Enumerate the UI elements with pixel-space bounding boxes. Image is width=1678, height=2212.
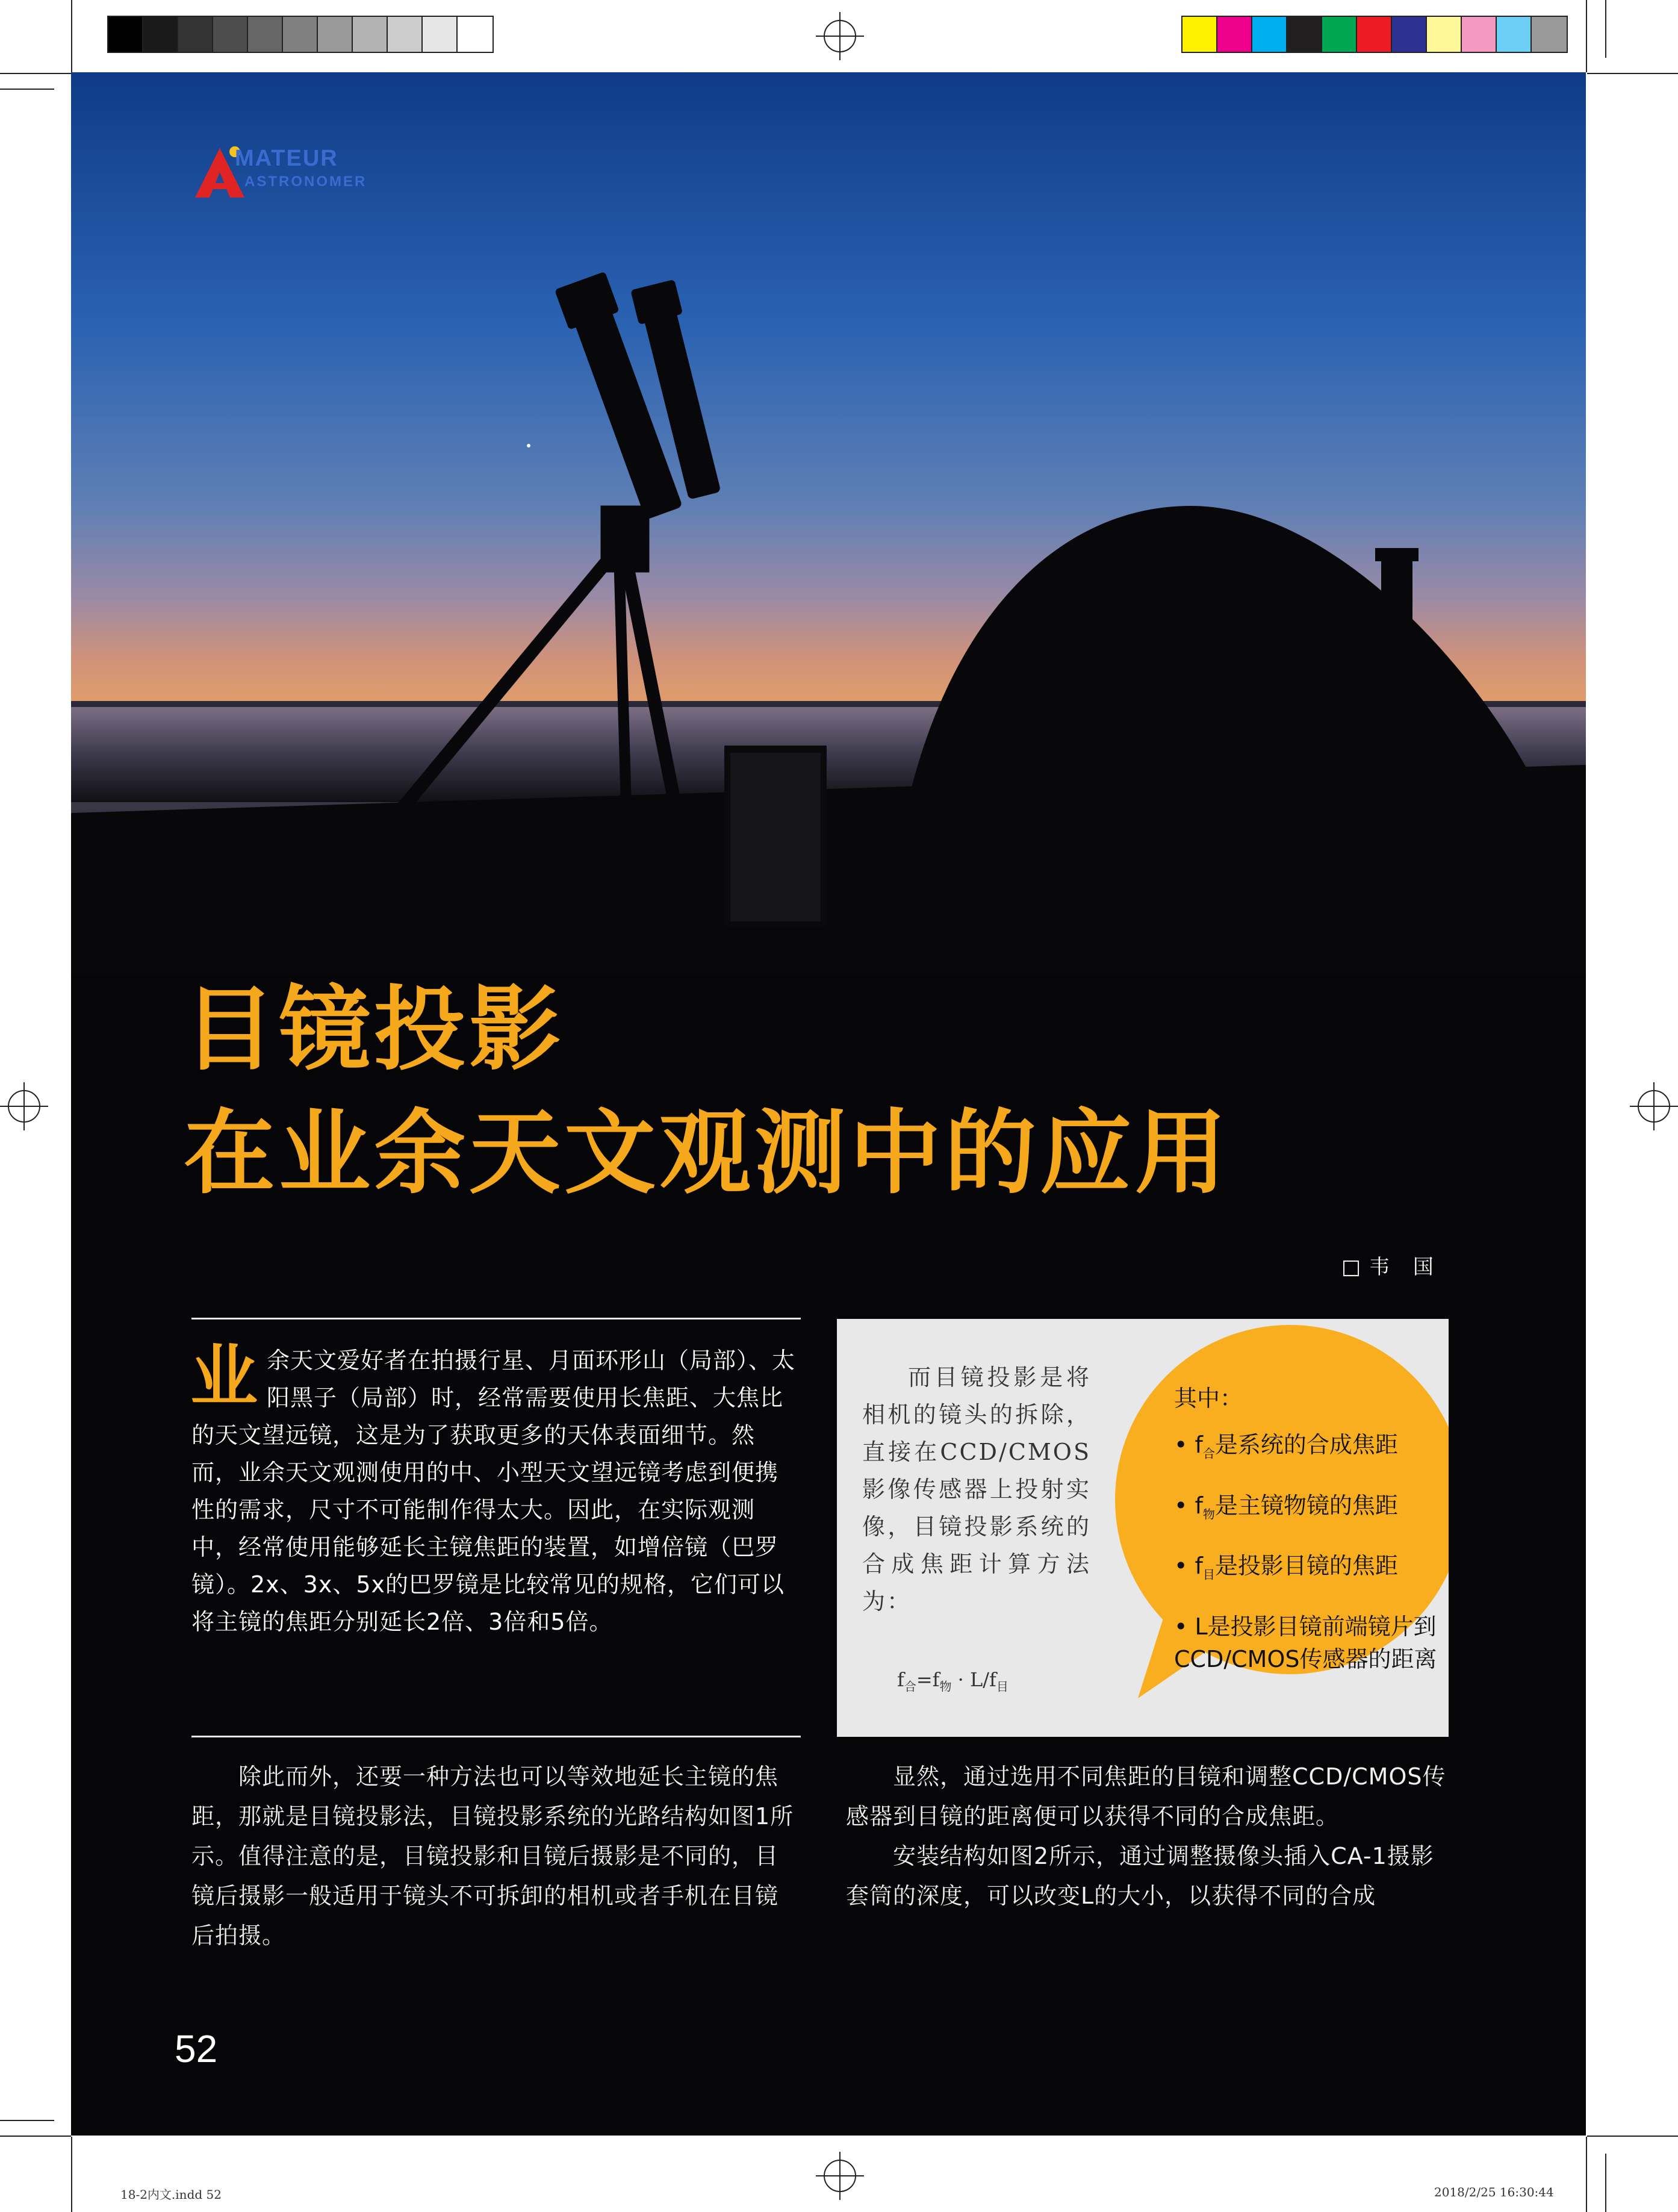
crop-mark [71, 0, 72, 72]
registration-mark [816, 2152, 864, 2200]
crop-mark [1586, 0, 1587, 72]
crop-mark [71, 2137, 72, 2212]
article-title: 目镜投影 [184, 976, 564, 1083]
crop-mark [1586, 2137, 1587, 2212]
crop-mark [0, 89, 54, 90]
body-column-right [846, 1757, 1448, 1916]
lead-paragraph [190, 1338, 800, 1640]
crop-mark [0, 2136, 71, 2137]
formula-sidebar [837, 1319, 1449, 1737]
color-swatch [108, 17, 143, 52]
color-swatch [1252, 17, 1287, 52]
color-swatch [1182, 17, 1217, 52]
crop-mark [1605, 0, 1606, 58]
color-swatch [248, 17, 283, 52]
color-swatch [1287, 17, 1322, 52]
crop-mark [1605, 2154, 1606, 2212]
color-swatch [143, 17, 178, 52]
legend-item: • $f_物$是主镜物镜的焦距 [1174, 1492, 1398, 1522]
color-swatch [1357, 17, 1392, 52]
color-swatch [1462, 17, 1497, 52]
body-paragraph: 安装结构如图2所示，通过调整摄像头插入CA-1摄影套筒的深度，可以改变L的大小，以获得不同的合成 [846, 1843, 1434, 1909]
color-swatch [423, 17, 458, 52]
crop-mark [0, 73, 71, 74]
date-slug: 2018/2/25 16:30:44 [1434, 2185, 1554, 2199]
color-bar [1181, 16, 1568, 53]
legend-item: • $f_合$是系统的合成焦距 [1174, 1432, 1398, 1461]
bubble-heading: 其中： [1174, 1385, 1243, 1412]
legend-item: • L是投影目镜前端镜片到CCD/CMOS传感器的距离 [1174, 1613, 1437, 1672]
color-swatch [388, 17, 423, 52]
logo-subwordmark: ASTRONOMER [244, 173, 367, 190]
article-subtitle: 在业余天文观测中的应用 [184, 1100, 1230, 1206]
divider [191, 1318, 801, 1319]
color-swatch [458, 17, 493, 52]
bubble-legend [1174, 1380, 1445, 1675]
sidebar-text: 而目镜投影是将相机的镜头的拆除，直接在CCD/CMOS影像传感器上投射实像，目镜投影系统的合成焦距计算方法为： [862, 1364, 1091, 1615]
author-byline: □韦 国 [1341, 1255, 1442, 1279]
amateur-astronomer-logo [193, 142, 391, 208]
crop-mark [1587, 73, 1678, 74]
color-swatch [213, 17, 248, 52]
page-number: 52 [175, 2027, 218, 2070]
color-swatch [1392, 17, 1427, 52]
legend-item: • $f_目$是投影目镜的焦距 [1174, 1553, 1398, 1582]
color-swatch [318, 17, 353, 52]
body-paragraph: 除此而外，还要一种方法也可以等效地延长主镜的焦距，那就是目镜投影法，目镜投影系统的光路结构如图1所示。值得注意的是，目镜投影和目镜后摄影是不同的，目镜后摄影一般适用于镜头不可拆卸的相机或者手机在目镜后拍摄。 [191, 1763, 794, 1949]
body-paragraph: 显然，通过选用不同焦距的目镜和调整CCD/CMOS传感器到目镜的距离便可以获得不同的合成焦距。 [846, 1763, 1446, 1830]
color-swatch [1532, 17, 1567, 52]
registration-mark [0, 1082, 48, 1130]
color-swatch [1497, 17, 1532, 52]
lead-text: 余天文爱好者在拍摄行星、月面环形山（局部）、太阳黑子（局部）时，经常需要使用长焦距、大焦比的天文望远镜，这是为了获取更多的天体表面细节。然而，业余天文观测使用的中、小型天文望远镜考虑到便携性的需求，尺寸不可能制作得太大。因此，在实际观测中，经常使用能够延长主镜焦距的装置，如增倍镜（巴罗镜）。2x、3x、5x的巴罗镜是比较常见的规格，它们可以将主镜的焦距分别延长2倍、3倍和5倍。 [191, 1347, 796, 1635]
crop-mark [1587, 2136, 1678, 2137]
color-swatch [353, 17, 388, 52]
focal-length-formula: $f_合=f_物 \cdot L/f_目$ [897, 1668, 1008, 1694]
crop-mark [0, 2120, 54, 2121]
registration-mark [1630, 1082, 1678, 1130]
color-swatch [1217, 17, 1252, 52]
grayscale-bar [107, 16, 494, 53]
file-slug: 18-2内文.indd 52 [120, 2187, 222, 2202]
logo-wordmark: MATEUR [235, 146, 338, 171]
color-swatch [178, 17, 213, 52]
color-swatch [1322, 17, 1357, 52]
color-swatch [283, 17, 318, 52]
color-swatch [1427, 17, 1462, 52]
magazine-page [71, 72, 1586, 2136]
drop-cap: 业 [190, 1338, 258, 1416]
registration-mark [816, 12, 864, 60]
divider [191, 1736, 801, 1737]
